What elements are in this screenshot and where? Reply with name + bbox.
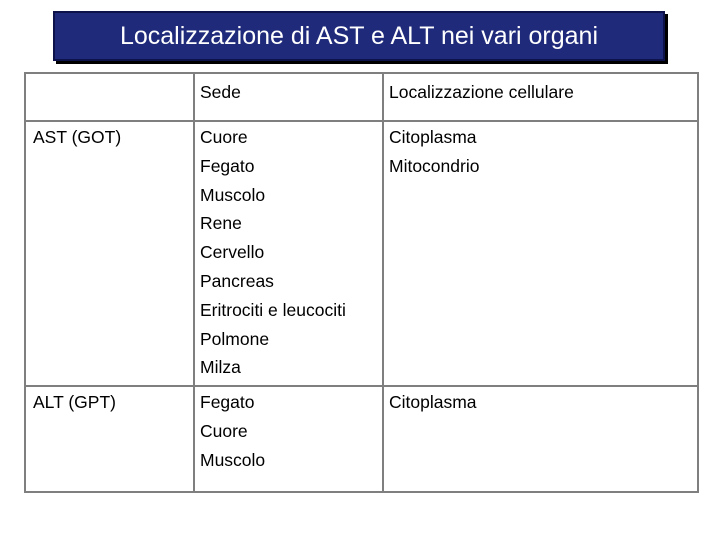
table-row-alt — [25, 386, 698, 492]
sede-item: Pancreas — [200, 270, 274, 291]
enzyme-name: AST (GOT) — [33, 127, 122, 147]
sede-item: Fegato — [200, 392, 255, 412]
header-cell-localizzazione — [383, 73, 698, 121]
sede-item: Fegato — [200, 155, 255, 176]
enzyme-name: ALT (GPT) — [33, 392, 116, 412]
localizzazione-item: Citoplasma — [389, 127, 477, 147]
localizzazione-list — [384, 387, 697, 417]
table-row-ast — [25, 121, 698, 386]
localizzazione-list — [384, 122, 697, 181]
enzyme-cell — [25, 121, 194, 386]
sede-item: Eritrociti e leucociti — [200, 299, 346, 320]
localizzazione-cell — [383, 121, 698, 386]
localizzazione-item: Citoplasma — [389, 392, 477, 412]
enzyme-table — [24, 72, 699, 493]
sede-item: Cuore — [200, 420, 248, 441]
sede-item: Rene — [200, 213, 242, 234]
title-banner — [53, 11, 665, 61]
sede-cell — [194, 121, 383, 386]
sede-item: Cervello — [200, 242, 265, 263]
header-cell-sede — [194, 73, 383, 121]
localizzazione-item: Mitocondrio — [389, 155, 480, 176]
localizzazione-cell — [383, 386, 698, 492]
sede-item: Cuore — [200, 127, 248, 147]
sede-cell — [194, 386, 383, 492]
sede-list — [195, 387, 382, 474]
enzyme-cell — [25, 386, 194, 492]
header-sede: Sede — [200, 82, 241, 102]
header-localizzazione: Localizzazione cellulare — [389, 82, 574, 102]
slide-title: Localizzazione di AST e ALT nei vari organi — [119, 21, 599, 50]
sede-item: Polmone — [200, 328, 270, 349]
header-cell-empty — [25, 73, 194, 121]
sede-item: Muscolo — [200, 449, 266, 470]
sede-list — [195, 122, 382, 382]
sede-item: Muscolo — [200, 184, 266, 205]
sede-item: Milza — [200, 357, 241, 378]
header-row — [25, 73, 698, 121]
